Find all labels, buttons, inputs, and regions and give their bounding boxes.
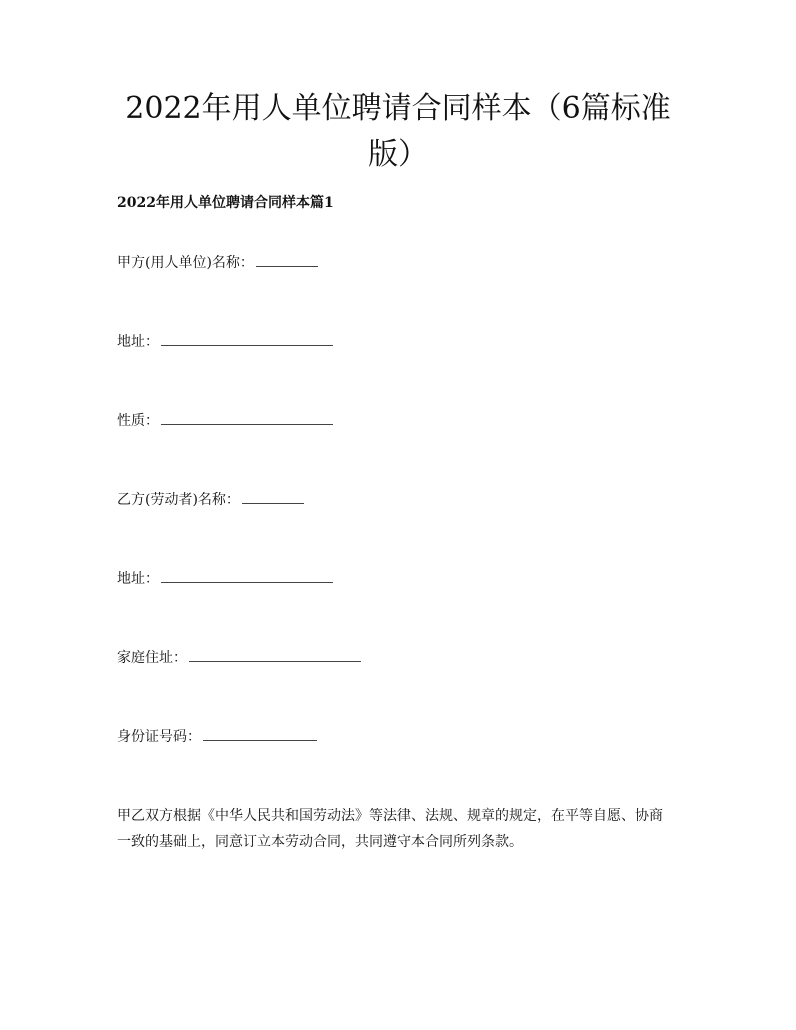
field-label: 性质： — [117, 413, 159, 429]
field-employer-name — [117, 252, 318, 273]
fill-in-blank — [161, 568, 333, 583]
fill-in-blank — [242, 489, 304, 504]
field-id-number — [117, 726, 317, 747]
field-home-address — [117, 647, 361, 668]
fill-in-blank — [256, 252, 318, 267]
field-label: 家庭住址： — [117, 650, 187, 666]
field-label: 甲方(用人单位)名称： — [117, 255, 254, 271]
field-employer-address — [117, 331, 333, 352]
field-label: 地址： — [117, 571, 159, 587]
fill-in-blank — [189, 647, 361, 662]
document-title: 2022年用人单位聘请合同样本（6篇标准版） — [125, 91, 671, 172]
field-label: 地址： — [117, 334, 159, 350]
field-employer-nature — [117, 410, 333, 431]
fill-in-blank — [203, 726, 317, 741]
section-heading: 2022年用人单位聘请合同样本篇1 — [117, 195, 334, 211]
field-label: 乙方(劳动者)名称： — [117, 492, 240, 508]
agreement-paragraph: 甲乙双方根据《中华人民共和国劳动法》等法律、法规、规章的规定，在平等自愿、协商一致的基础上，同意订立本劳动合同，共同遵守本合同所列条款。 — [117, 808, 663, 850]
field-employee-name — [117, 489, 304, 510]
fill-in-blank — [161, 331, 333, 346]
field-label: 身份证号码： — [117, 729, 201, 745]
fill-in-blank — [161, 410, 333, 425]
field-employee-address — [117, 568, 333, 589]
